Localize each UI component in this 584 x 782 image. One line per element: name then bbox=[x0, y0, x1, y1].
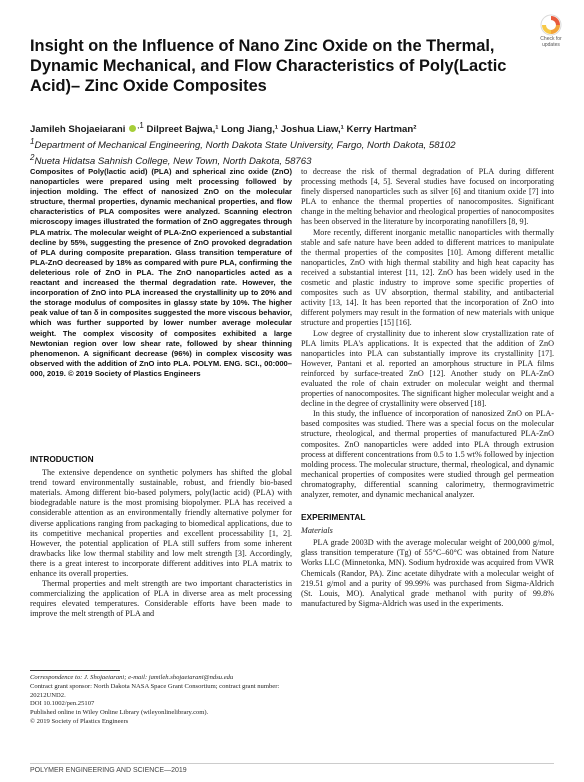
orcid-icon[interactable] bbox=[129, 125, 136, 132]
footnote-divider bbox=[30, 670, 120, 671]
affiliation-1 bbox=[30, 136, 550, 152]
right-paragraph-3: Low degree of crystallinity due to inherent slow crystallization rate of PLA limits PLA's applications. It is expected that the addition of ZnO nanoparticles into PLA can substantially improve its crystallinity [17]. However, Pantani et al. reported an amorphous structure in PLA films reinforced by surface-treated ZnO [12]. Another study on PLA-ZnO evaluated the role of chain extruder on molecular weight and thermal properties of nanocomposites. The significant higher molecular weight and a decline in the degree of crystallinity were observed [18]. bbox=[301, 328, 554, 409]
grant-note: Contract grant sponsor: North Dakota NASA Space Grant Consortium; contract grant number: 20212UND2. bbox=[30, 682, 280, 699]
abstract: Composites of Poly(lactic acid) (PLA) and spherical zinc oxide (ZnO) nanoparticles were prepared using melt processing followed by injection molding. The effect of nanosized ZnO on the molecular structure, thermal properties, dynamic mechanical properties, and flow characteristics of PLA composites were analyzed. Scanning electron microscopy images illustrated the formation of ZnO aggregates through PLA matrix. The molecular weight of PLA-ZnO experienced a substantial decline by 55%, suggesting the presence of ZnO provoked degradation of PLA during composite preparation. Glass transition temperature of PLA-ZnO decreased by 18% as compared with pure PLA, confirming the deleterious role of ZnO in PLA. The ZnO nanoparticles acted as a reactant and increased the thermal degradation rate. However, the incorporation of ZnO into PLA increased the crystallinity up to 20% and the storage modulus of composites in glassy state by 10%. The higher peak value of tan δ in composites suggested the more viscous behavior, which was further supported by lower number average molecular weight. The complex viscosity of composites exhibited a large Newtonian region over low shear rate, followed by shear thinning phenomenon. A significant decrease (96%) in complex viscosity was observed with the addition of ZnO into PLA. POLYM. ENG. SCI., 00:000–000, 2019. © 2019 Society of Plastics Engineers bbox=[30, 167, 292, 378]
coauthors: Dilpreet Bajwa,¹ Long Jiang,¹ Joshua Liaw,¹ Kerry Hartman² bbox=[146, 124, 417, 136]
first-author-affiliation: ,1 bbox=[137, 121, 144, 130]
check-for-updates-label bbox=[540, 37, 561, 48]
right-paragraph-1: to decrease the risk of thermal degradation of PLA during different processing methods [4, 5]. Several studies have focused on incorporating finely dispersed nanoparticles such as silver [6] and titanium oxide [7] into PLA to enhance the thermal properties of nanocomposites. Significant change in the melting behavior and rheological properties of nanocomposites has been observed in the literature by incorporating nanofillers [8, 9]. bbox=[301, 167, 554, 227]
page-footer: POLYMER ENGINEERING AND SCIENCE—2019 bbox=[30, 763, 554, 774]
affiliation-1-marker: 1 bbox=[30, 137, 35, 147]
doi-note[interactable]: DOI 10.1002/pen.25107 bbox=[30, 700, 95, 708]
affiliation-2-text: Nueta Hidatsa Sahnish College, New Town, North Dakota, 58763 bbox=[34, 156, 312, 168]
footnotes bbox=[30, 670, 292, 727]
materials-subheading: Materials bbox=[301, 526, 333, 536]
intro-paragraph-2: Thermal properties and melt strength are two important characteristics in commercializing the application of PLA in diverse area as melt processing requires elevated temperatures. Considerable efforts have been made to improve the melt strength of PLA and bbox=[30, 579, 292, 619]
right-column bbox=[301, 167, 554, 609]
author-list bbox=[30, 120, 550, 136]
affiliation-2-marker: 2 bbox=[30, 153, 35, 163]
publication-note: Published online in Wiley Online Library (wileyonlinelibrary.com). bbox=[30, 709, 209, 717]
check-for-updates-icon bbox=[540, 14, 562, 36]
intro-paragraph-1: The extensive dependence on synthetic polymers has shifted the global trend toward environmentally sustainable, robust, and friendly bio-based materials. Among different bio-based polymers, poly(lactic acid) (PLA) with biodegradable nature is the most promising biopolymer. PLA has received a considerable attention as an environmentally friendly alternative polymer for diverse applications ranging from packaging to biomedical applications, due to its competitive mechanical properties and excellent processability [1, 2]. However, the potential application of PLA still suffers from some inherent drawbacks like low thermal stability and low melt strength [3]. Accordingly, there is a great interest to incorporate different additives into PLA matrix to enhance its overall properties. bbox=[30, 468, 292, 579]
right-paragraph-4: In this study, the influence of incorporation of nanosized ZnO on PLA-based composites was studied. There was a special focus on the molecular structure, rheological, and thermal properties of manufactured PLA-ZnO composites. ZnO nanoparticles were added into PLA through extrusion process at different concentrations from 0.5 to 1.5 wt% followed by injection molding process. The molecular structure, thermal, rheological, and dynamic mechanical properties of composites were studied through gel permeation chromatography, differential scanning calorimetry, thermogravimetric analyzer, remoter, and dynamic mechanical analyzer. bbox=[301, 409, 554, 499]
correspondence-note: Correspondence to: J. Shojaeiarani; e-mail: jamileh.shojaeiarani@ndsu.edu bbox=[30, 674, 234, 681]
first-author: Jamileh Shojaeiarani bbox=[30, 124, 126, 136]
check-for-updates-badge[interactable] bbox=[534, 14, 568, 52]
author-block bbox=[30, 120, 550, 169]
experimental-heading: EXPERIMENTAL bbox=[301, 512, 366, 523]
affiliation-1-text: Department of Mechanical Engineering, North Dakota State University, Fargo, North Dakota, 58102 bbox=[34, 140, 456, 152]
right-paragraph-2: More recently, different inorganic metallic nanoparticles with thermally stable and safe nature have been added to different matrices to manipulate the thermal properties of the composites [10]. Among different metallic nanoparticles, ZnO with high thermal stability and high heat capacity has received a substantial interest [11, 12]. ZnO has been widely used in the cosmetic and plastic industry to improve some specific properties of composites such as UV absorption, thermal stability, and antibacterial activity [13, 14]. It has been reported that the incorporation of ZnO into different polymers may result in the formation of new materials with unique structure and properties [15] [16]. bbox=[301, 227, 554, 328]
badge-line-1: Check for bbox=[540, 36, 562, 42]
copyright-note: © 2019 Society of Plastics Engineers bbox=[30, 717, 129, 725]
materials-paragraph: PLA grade 2003D with the average molecular weight of 200,000 g/mol, glass transition temperature (Tg) of 55°C–60°C was obtained from Nature Works LLC (Minnetonka, MN). Sodium hydroxide was acquired from VWR Chemicals (Randor, PA). Zinc acetate dihydrate with a molecular weight of 219.51 g/mol and a purity of 99.99% was purchased from Sigma-Aldrich (St. Louis, MO). Analytical grade methanol with purity of 99.8% manufactured by Sigma-Aldrich was used in the experiments. bbox=[301, 538, 554, 608]
introduction-heading: INTRODUCTION bbox=[30, 454, 94, 464]
badge-line-2: updates bbox=[542, 41, 560, 48]
article-title: Insight on the Influence of Nano Zinc Oxide on the Thermal, Dynamic Mechanical, and Flow Characteristics of Poly(Lactic Acid)– Zinc Oxide Composites bbox=[30, 37, 507, 95]
introduction-section bbox=[30, 454, 292, 620]
